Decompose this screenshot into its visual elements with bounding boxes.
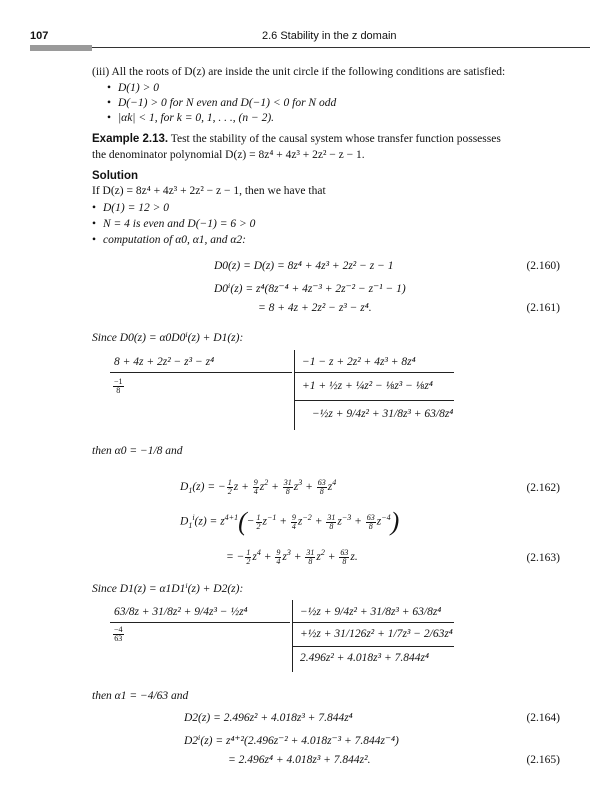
header-bar — [30, 45, 92, 51]
example-text-line1: Test the stability of the causal system whose transfer function possesses — [170, 133, 501, 145]
condition-item — [118, 97, 336, 109]
page-number: 107 — [30, 30, 49, 42]
condition-text: |αk| < 1, for k = 0, 1, . . ., (n − 2). — [118, 112, 275, 124]
equation-d0: D0(z) = D(z) = 8z⁴ + 4z³ + 2z² − z − 1 — [214, 260, 394, 272]
equation-label: (2.164) — [526, 712, 560, 724]
solution-intro: If D(z) = 8z⁴ + 4z³ + 2z² − z − 1, then we have that — [92, 185, 326, 197]
division2-divisor-rule — [292, 622, 454, 623]
equation-d2-inverse-expanded: = 2.496z⁴ + 4.018z³ + 7.844z². — [228, 754, 371, 766]
division1-remainder: −½z + 9/4z² + 31/8z³ + 63/8z⁴ — [312, 408, 454, 420]
example-text-line2: the denominator polynomial D(z) = 8z⁴ + 4z³ + 2z² − z − 1. — [92, 149, 365, 161]
condition-text: D(−1) > 0 for N even and D(−1) < 0 for N odd — [118, 97, 337, 109]
division1-dividend-rule — [110, 372, 292, 373]
equation-d0-inverse-expanded: = 8 + 4z + 2z² − z³ − z⁴. — [258, 302, 372, 314]
division1-divisor-rule — [294, 372, 454, 373]
solution-bullet-text: computation of α0, α1, and α2: — [103, 234, 247, 246]
division2-dividend: 63/8z + 31/8z² + 9/4z³ − ½z⁴ — [114, 606, 248, 618]
solution-heading: Solution — [92, 170, 138, 182]
long-division-2 — [92, 600, 552, 680]
equation-label: (2.161) — [526, 302, 560, 314]
equation-d1-inverse-expanded: = − $\frac{1}{2}$ $z^4$ + $\frac{9}{4}$ $z^3$ + $\frac{31}{8}$ $z^2$ + $\frac{63}{8}$ z. — [226, 547, 358, 566]
equation-label: (2.163) — [526, 552, 560, 564]
solution-bullet-text: N = 4 is even and D(−1) = 6 > 0 — [103, 218, 256, 230]
division2-quotient — [112, 626, 125, 643]
condition-item — [118, 82, 159, 94]
since-d1-text: Since D1(z) = α1D1ⁱ(z) + D2(z): — [92, 583, 244, 595]
then-alpha0-text: then α0 = −1/8 and — [92, 445, 183, 457]
division1-product: +1 + ½z + ¼z² − ⅛z³ − ⅛z⁴ — [302, 380, 433, 392]
equation-d1-inverse: $D_1^i(z) = z^{4+1}(-$ $\frac{1}{2}$ $z^{-1}$ + $\frac{9}{4}$ $z^{-2}$ + $\frac{31}{8}$ $z^{-3}$ + $\frac{63}{8}$ $z^{-4}$) — [180, 507, 400, 536]
division2-product-rule — [292, 646, 454, 647]
solution-bullet-text: D(1) = 12 > 0 — [103, 202, 169, 214]
example-block — [92, 133, 501, 145]
solution-bullet — [103, 218, 255, 230]
division2-dividend-rule — [110, 622, 290, 623]
since-d0-text: Since D0(z) = α0D0ⁱ(z) + D1(z): — [92, 332, 244, 344]
condition-item — [118, 112, 274, 124]
division1-divisor: −1 − z + 2z² + 4z³ + 8z⁴ — [302, 356, 416, 368]
equation-label: (2.160) — [526, 260, 560, 272]
division1-product-rule — [294, 400, 454, 401]
conditions-intro: (iii) All the roots of D(z) are inside the unit circle if the following conditions are satisfied: — [92, 66, 506, 78]
running-title: 2.6 Stability in the z domain — [262, 30, 397, 42]
equation-d2-inverse: D2ⁱ(z) = z⁴⁺²(2.496z⁻² + 4.018z⁻³ + 7.844z⁻⁴) — [184, 735, 399, 747]
equation-d0-inverse: D0ⁱ(z) = z⁴(8z⁻⁴ + 4z⁻³ + 2z⁻² − z⁻¹ − 1) — [214, 283, 406, 295]
equation-d2: D2(z) = 2.496z² + 4.018z³ + 7.844z⁴ — [184, 712, 353, 724]
division2-quotient-fraction: $\frac{-4}{63}$ — [114, 625, 123, 643]
then-alpha1-text: then α1 = −4/63 and — [92, 690, 189, 702]
equation-label: (2.165) — [526, 754, 560, 766]
equation-label: (2.162) — [526, 482, 560, 494]
division2-divisor: −½z + 9/4z² + 31/8z³ + 63/8z⁴ — [300, 606, 442, 618]
long-division-1 — [92, 350, 552, 430]
division2-divider — [292, 600, 293, 672]
division2-product: +½z + 31/126z² + 1/7z³ − 2/63z⁴ — [300, 628, 453, 640]
division1-divider — [294, 350, 295, 430]
division1-quotient-fraction: $\frac{-1}{8}$ — [114, 377, 123, 395]
example-label: Example 2.13. — [92, 133, 169, 145]
division2-remainder: 2.496z² + 4.018z³ + 7.844z⁴ — [300, 652, 429, 664]
equation-d1: $D_1(z)$ = − $\frac{1}{2}$ z + $\frac{9}{4}$ $z^2$ + $\frac{31}{8}$ $z^3$ + $\frac{63}{8}$ $z^4$ — [180, 477, 337, 496]
solution-bullet — [103, 234, 246, 246]
condition-text: D(1) > 0 — [118, 82, 159, 94]
solution-bullet — [103, 202, 169, 214]
header-rule — [30, 47, 590, 48]
division1-dividend: 8 + 4z + 2z² − z³ − z⁴ — [114, 356, 215, 368]
division1-quotient — [112, 378, 125, 395]
